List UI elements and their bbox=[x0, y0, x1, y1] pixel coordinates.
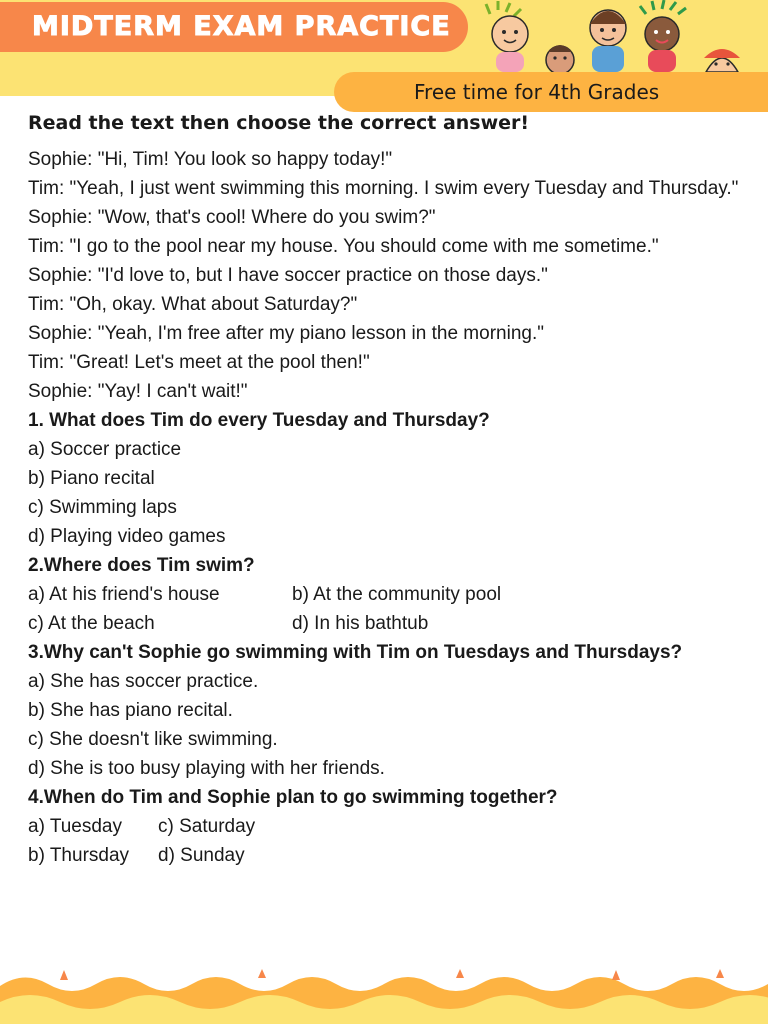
kid-peeking-icon bbox=[704, 49, 740, 72]
question-text: 4.When do Tim and Sophie plan to go swimming together? bbox=[28, 787, 558, 808]
answer-option: b) Piano recital bbox=[28, 468, 155, 489]
question-1 bbox=[28, 406, 740, 551]
page-title: MIDTERM EXAM PRACTICE bbox=[32, 11, 451, 42]
answer-option: c) At the beach bbox=[28, 613, 155, 634]
page-subtitle: Free time for 4th Grades bbox=[414, 80, 660, 104]
kid-green-hair-icon bbox=[640, 0, 686, 72]
kid-girl-icon bbox=[486, 1, 528, 72]
answer-option: a) Tuesday bbox=[28, 816, 122, 837]
question-text: 2.Where does Tim swim? bbox=[28, 555, 255, 576]
dialogue-line: Sophie: "I'd love to, but I have soccer practice on those days." bbox=[28, 265, 548, 286]
answer-row bbox=[28, 580, 740, 609]
question-4 bbox=[28, 783, 740, 870]
title-banner bbox=[0, 2, 468, 52]
answer-row bbox=[28, 812, 740, 841]
dialogue-line: Sophie: "Yeah, I'm free after my piano lesson in the morning." bbox=[28, 323, 544, 344]
dialogue-line: Sophie: "Yay! I can't wait!" bbox=[28, 381, 248, 402]
instruction-text: Read the text then choose the correct answer! bbox=[28, 112, 530, 134]
dialogue-line: Tim: "Great! Let's meet at the pool then!" bbox=[28, 352, 370, 373]
answer-option: a) At his friend's house bbox=[28, 584, 220, 605]
answer-option: b) She has piano recital. bbox=[28, 700, 233, 721]
answer-option: a) Soccer practice bbox=[28, 439, 182, 460]
dialogue-line: Tim: "Oh, okay. What about Saturday?" bbox=[28, 294, 358, 315]
answer-option: c) Saturday bbox=[158, 816, 256, 837]
answer-option: d) In his bathtub bbox=[292, 613, 429, 634]
answer-option: a) She has soccer practice. bbox=[28, 671, 259, 692]
footer-wave bbox=[0, 968, 768, 1024]
answer-option: d) She is too busy playing with her friends. bbox=[28, 758, 385, 779]
answer-row bbox=[28, 609, 740, 638]
dialogue-line: Sophie: "Wow, that's cool! Where do you swim?" bbox=[28, 207, 436, 228]
footer-drops bbox=[60, 969, 724, 980]
kids-illustration bbox=[474, 0, 768, 72]
dialogue bbox=[28, 145, 740, 406]
worksheet-content bbox=[28, 145, 740, 870]
answer-option: d) Playing video games bbox=[28, 526, 226, 547]
answer-option: b) Thursday bbox=[28, 845, 130, 866]
answer-option: d) Sunday bbox=[158, 845, 245, 866]
answer-option: c) Swimming laps bbox=[28, 497, 177, 518]
kid-boy-icon bbox=[590, 10, 626, 72]
answer-row bbox=[28, 841, 740, 870]
question-3 bbox=[28, 638, 740, 783]
answer-option: b) At the community pool bbox=[292, 584, 502, 605]
dialogue-line: Tim: "Yeah, I just went swimming this morning. I swim every Tuesday and Thursday." bbox=[28, 178, 739, 199]
dialogue-line: Tim: "I go to the pool near my house. You should come with me sometime." bbox=[28, 236, 659, 257]
subtitle-banner bbox=[334, 72, 768, 112]
question-text: 3.Why can't Sophie go swimming with Tim on Tuesdays and Thursdays? bbox=[28, 642, 683, 663]
question-2 bbox=[28, 551, 740, 638]
answer-option: c) She doesn't like swimming. bbox=[28, 729, 278, 750]
kid-small-icon bbox=[546, 45, 574, 72]
dialogue-line: Sophie: "Hi, Tim! You look so happy today!" bbox=[28, 149, 393, 170]
question-text: 1. What does Tim do every Tuesday and Thursday? bbox=[28, 410, 490, 431]
